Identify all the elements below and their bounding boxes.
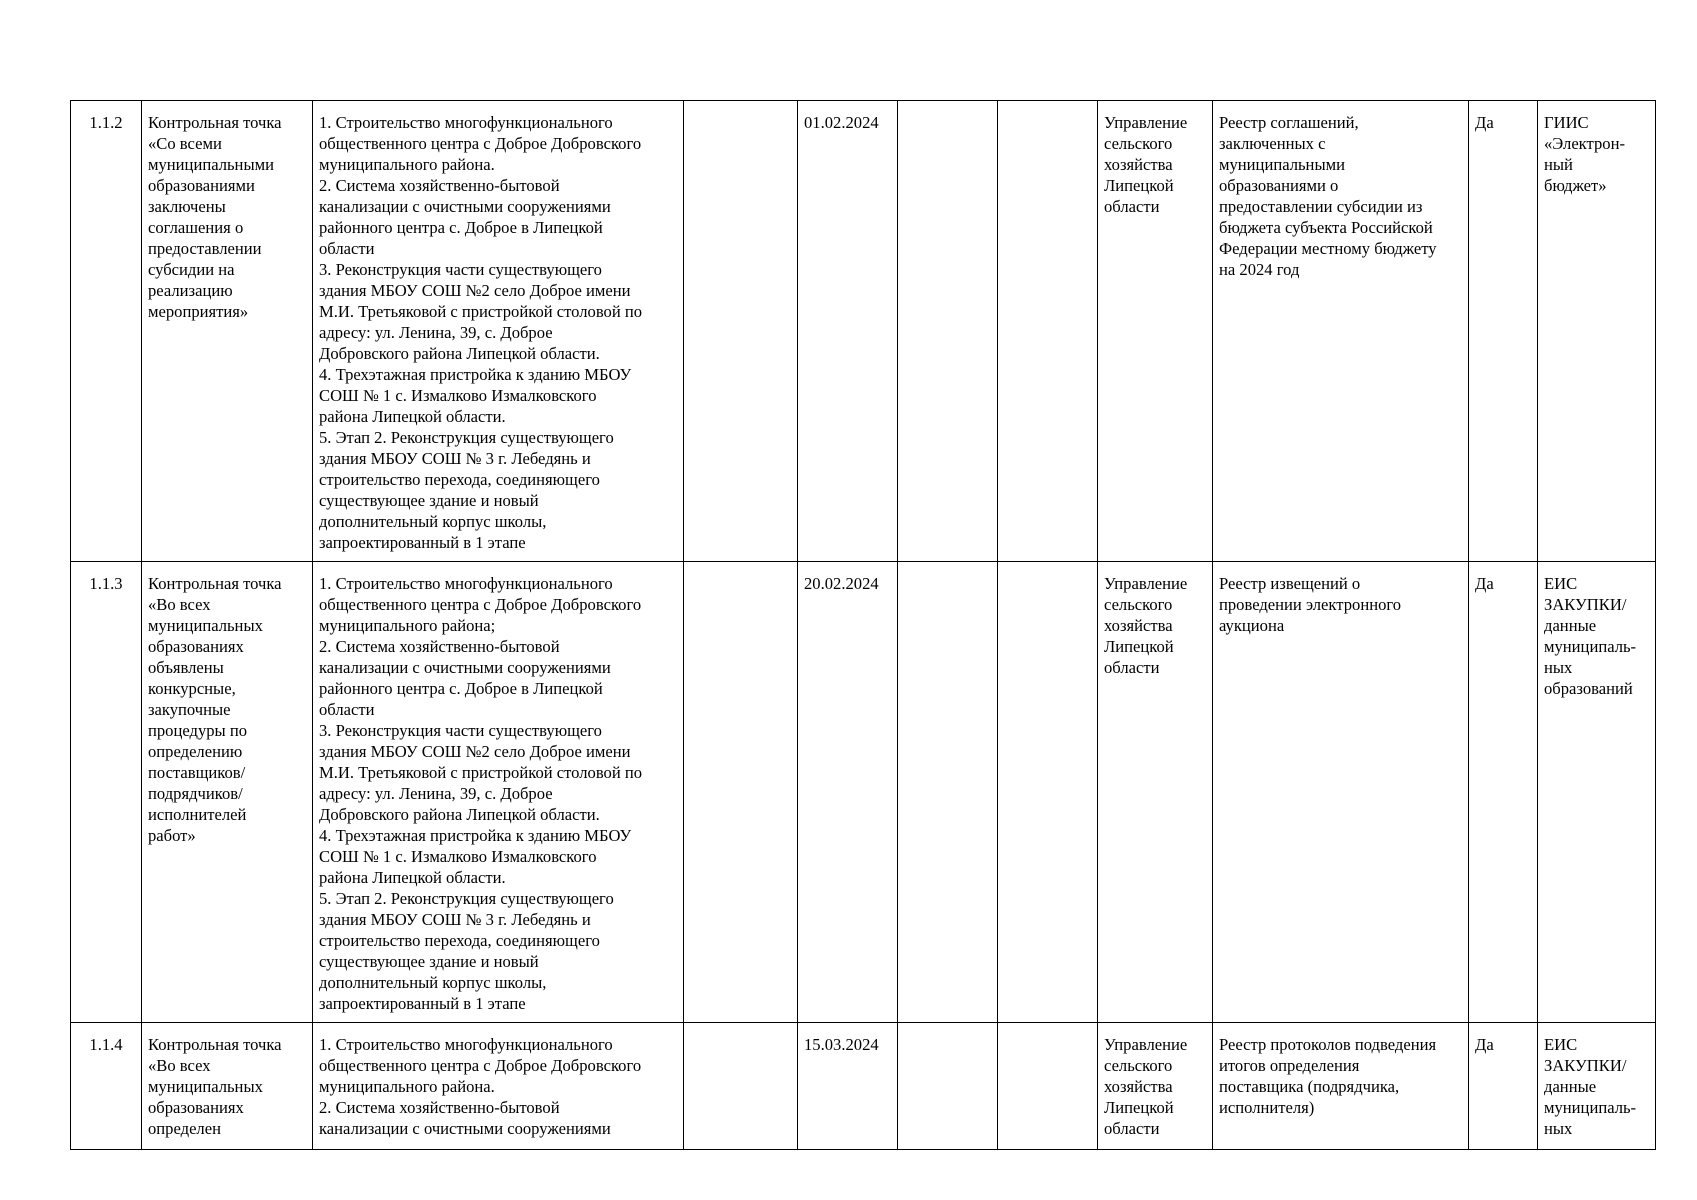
document-cell [1213,1023,1469,1150]
checkpoint-cell [142,1023,313,1150]
flag-text: Да [1475,1035,1494,1054]
flag-cell [1469,562,1538,1023]
empty-cell [998,562,1098,1023]
responsible-text: Управление сельского хозяйства Липецкой области [1104,1035,1188,1138]
empty-cell [684,1023,798,1150]
row-number: 1.1.2 [89,113,123,132]
objects-text: 1. Строительство многофункционального общественного центра с Доброе Добровского муниципального района. 2. Система хозяйственно-бытовой канализации с очистными сооружениями [319,1035,642,1138]
objects-text: 1. Строительство многофункционального общественного центра с Доброе Добровского муниципального района. 2. Система хозяйственно-бытовой канализации с очистными сооружениями районного центра с. Доброе в Липецкой области 3. Реконструкция части существующего здания МБОУ СОШ №2 село Доброе имени М.И. Третьяковой с пристройкой столовой по адресу: ул. Ленина, 39, с. Доброе Добровского района Липецкой области. 4. Трехэтажная пристройка к зданию МБОУ СОШ № 1 с. Измалково Измалковского района Липецкой области. 5. Этап 2. Реконструкция существующего здания МБОУ СОШ № 3 г. Лебедянь и строительство перехода, соединяющего существующее здание и новый дополнительный корпус школы, запроектированный в 1 этапе [319,113,643,552]
checkpoints-table [70,100,1656,1150]
flag-text: Да [1475,574,1494,593]
checkpoint-text: Контрольная точка «Со всеми муниципальными образованиями заключены соглашения о предоставлении субсидии на реализацию мероприятия» [148,113,282,321]
system-text: ЕИС ЗАКУПКИ/ данные муниципаль- ных образований [1544,574,1637,698]
checkpoint-text: Контрольная точка «Во всех муниципальных образованиях определен [148,1035,282,1138]
table-row [71,1023,1656,1150]
flag-text: Да [1475,113,1494,132]
empty-cell [684,562,798,1023]
document-text: Реестр соглашений, заключенных с муниципальными образованиями о предоставлении субсидии из бюджета субъекта Российской Федерации местному бюджету на 2024 год [1219,113,1437,279]
checkpoint-cell [142,101,313,562]
table-row [71,101,1656,562]
due-date: 15.03.2024 [804,1035,879,1054]
document-text: Реестр протоколов подведения итогов определения поставщика (подрядчика, исполнителя) [1219,1035,1437,1117]
empty-cell [684,101,798,562]
system-text: ЕИС ЗАКУПКИ/ данные муниципаль- ных [1544,1035,1637,1138]
empty-cell [898,1023,998,1150]
system-cell [1538,1023,1656,1150]
responsible-text: Управление сельского хозяйства Липецкой области [1104,574,1188,677]
row-number-cell [71,1023,142,1150]
due-date: 20.02.2024 [804,574,879,593]
flag-cell [1469,1023,1538,1150]
empty-cell [898,562,998,1023]
responsible-cell [1098,562,1213,1023]
responsible-cell [1098,101,1213,562]
objects-cell [313,1023,684,1150]
document-cell [1213,562,1469,1023]
objects-cell [313,562,684,1023]
table-row [71,562,1656,1023]
responsible-text: Управление сельского хозяйства Липецкой области [1104,113,1188,216]
date-cell [798,562,898,1023]
row-number-cell [71,562,142,1023]
checkpoint-text: Контрольная точка «Во всех муниципальных образованиях объявлены конкурсные, закупочные процедуры по определению поставщиков/ подрядчиков/ исполнителей работ» [148,574,282,845]
empty-cell [998,101,1098,562]
due-date: 01.02.2024 [804,113,879,132]
system-cell [1538,101,1656,562]
row-number-cell [71,101,142,562]
system-cell [1538,562,1656,1023]
date-cell [798,1023,898,1150]
checkpoint-cell [142,562,313,1023]
document-cell [1213,101,1469,562]
row-number: 1.1.4 [89,1035,123,1054]
system-text: ГИИС «Электрон- ный бюджет» [1544,113,1625,195]
objects-text: 1. Строительство многофункционального общественного центра с Доброе Добровского муниципального района; 2. Система хозяйственно-бытовой канализации с очистными сооружениями районного центра с. Доброе в Липецкой области 3. Реконструкция части существующего здания МБОУ СОШ №2 село Доброе имени М.И. Третьяковой с пристройкой столовой по адресу: ул. Ленина, 39, с. Доброе Добровского района Липецкой области. 4. Трехэтажная пристройка к зданию МБОУ СОШ № 1 с. Измалково Измалковского района Липецкой области. 5. Этап 2. Реконструкция существующего здания МБОУ СОШ № 3 г. Лебедянь и строительство перехода, соединяющего существующее здание и новый дополнительный корпус школы, запроектированный в 1 этапе [319,574,643,1013]
responsible-cell [1098,1023,1213,1150]
empty-cell [998,1023,1098,1150]
empty-cell [898,101,998,562]
date-cell [798,101,898,562]
document-text: Реестр извещений о проведении электронного аукциона [1219,574,1402,635]
flag-cell [1469,101,1538,562]
row-number: 1.1.3 [89,574,123,593]
objects-cell [313,101,684,562]
